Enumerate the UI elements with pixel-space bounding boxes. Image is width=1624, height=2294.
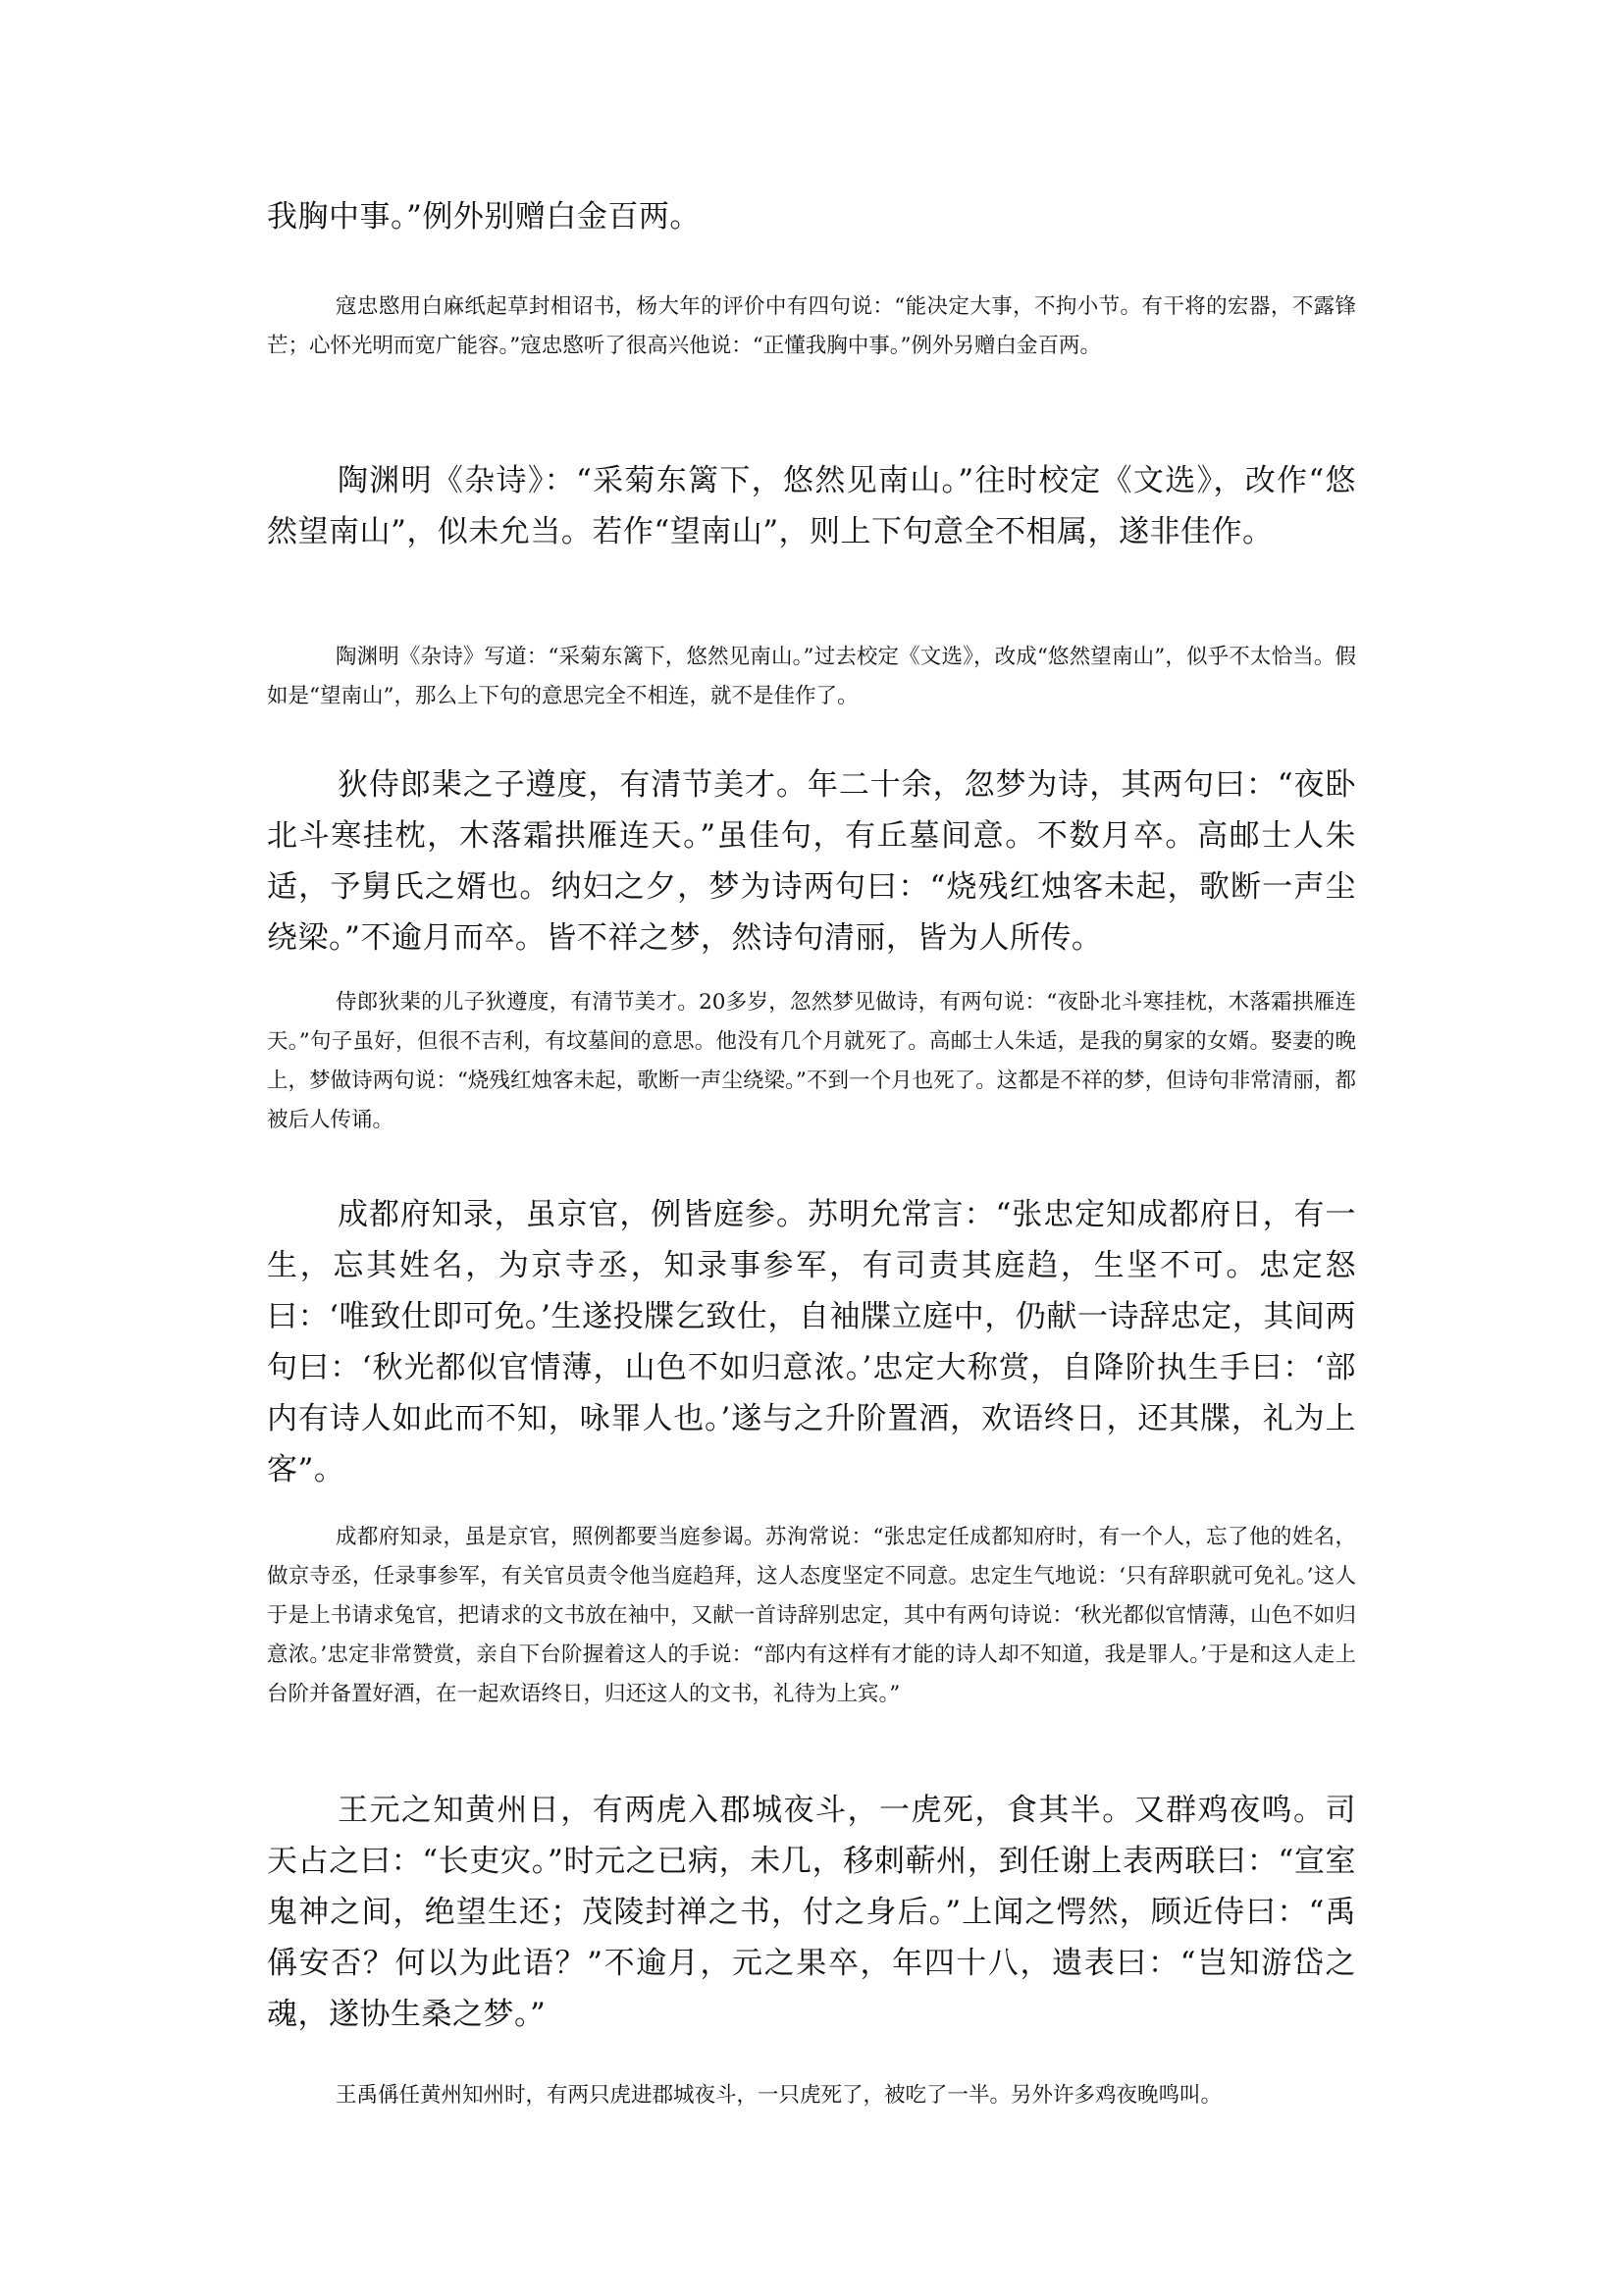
original-text-paragraph: 陶渊明《杂诗》：“采菊东篱下，悠然见南山。”往时校定《文选》，改作“悠然望南山”，似未允当。若作“望南山”，则上下句意全不相属，遂非佳作。 — [267, 463, 1356, 549]
translation-paragraph: 成都府知录，虽是京官，照例都要当庭参谒。苏洵常说：“张忠定任成都知府时，有一个人，忘了他的姓名，做京寺丞，任录事参军，有关官员责令他当庭趋拜，这人态度坚定不同意。忠定生气地说：‘只有辞职就可免礼。’这人于是上书请求兔官，把请求的文书放在袖中，又献一首诗辞别忠定，其中有两句诗说：‘秋光都似官情薄，山色不如归意浓。’忠定非常赞赏，亲自下台阶握着这人的手说：“部内有这样有才能的诗人却不知道，我是罪人。’于是和这人走上台阶并备置好酒，在一起欢语终日，归还这人的文书，礼待为上宾。” — [267, 1525, 1356, 1706]
translation-paragraph: 侍郎狄棐的儿子狄遵度，有清节美才。20多岁，忽然梦见做诗，有两句说：“夜卧北斗寒挂枕，木落霜拱雁连天。”句子虽好，但很不吉利，有坟墓间的意思。他没有几个月就死了。高邮士人朱适，是我的舅家的女婿。娶妻的晚上，梦做诗两句说：“烧残红烛客未起，歌断一声尘绕梁。”不到一个月也死了。这都是不祥的梦，但诗句非常清丽，都被后人传诵。 — [267, 990, 1356, 1132]
original-text-paragraph: 成都府知录，虽京官，例皆庭参。苏明允常言：“张忠定知成都府日，有一生，忘其姓名，为京寺丞，知录事参军，有司责其庭趋，生坚不可。忠定怒曰：‘唯致仕即可免。’生遂投牒乞致仕，自袖牒立庭中，仍献一诗辞忠定，其间两句曰：‘秋光都似官情薄，山色不如归意浓。’忠定大称赏，自降阶执生手曰：‘部内有诗人如此而不知，咏罪人也。’遂与之升阶置酒，欢语终日，还其牒，礼为上客”。 — [267, 1197, 1356, 1487]
translation-paragraph: 王禹偁任黄州知州时，有两只虎进郡城夜斗，一只虎死了，被吃了一半。另外许多鸡夜晚鸣叫。 — [336, 2083, 1223, 2108]
original-text-paragraph: 王元之知黄州日，有两虎入郡城夜斗，一虎死，食其半。又群鸡夜鸣。司天占之曰：“长吏灾。”时元之已病，未几，移刺蕲州，到任谢上表两联曰：“宣室鬼神之间，绝望生还；茂陵封禅之书，付之身后。”上闻之愕然，顾近侍曰：“禹偁安否？何以为此语？”不逾月，元之果卒，年四十八，遗表曰：“岂知游岱之魂，遂协生桑之梦。” — [267, 1793, 1356, 2032]
translation-paragraph: 陶渊明《杂诗》写道：“采菊东篱下，悠然见南山。”过去校定《文选》，改成“悠然望南山”，似乎不太恰当。假如是“望南山”，那么上下句的意思完全不相连，就不是佳作了。 — [267, 645, 1356, 708]
translation-paragraph: 寇忠愍用白麻纸起草封相诏书，杨大年的评价中有四句说：“能决定大事，不拘小节。有干将的宏器，不露锋芒；心怀光明而宽广能容。”寇忠愍听了很高兴他说：“正懂我胸中事。”例外另赠白金百两。 — [267, 294, 1356, 358]
original-text-paragraph: 狄侍郎棐之子遵度，有清节美才。年二十余，忽梦为诗，其两句曰：“夜卧北斗寒挂枕，木落霜拱雁连天。”虽佳句，有丘墓间意。不数月卒。高邮士人朱适，予舅氏之婿也。纳妇之夕，梦为诗两句曰：“烧残红烛客未起，歌断一声尘绕梁。”不逾月而卒。皆不祥之梦，然诗句清丽，皆为人所传。 — [267, 767, 1356, 956]
original-text-paragraph: 我胸中事。”例外别赠白金百两。 — [267, 199, 701, 235]
